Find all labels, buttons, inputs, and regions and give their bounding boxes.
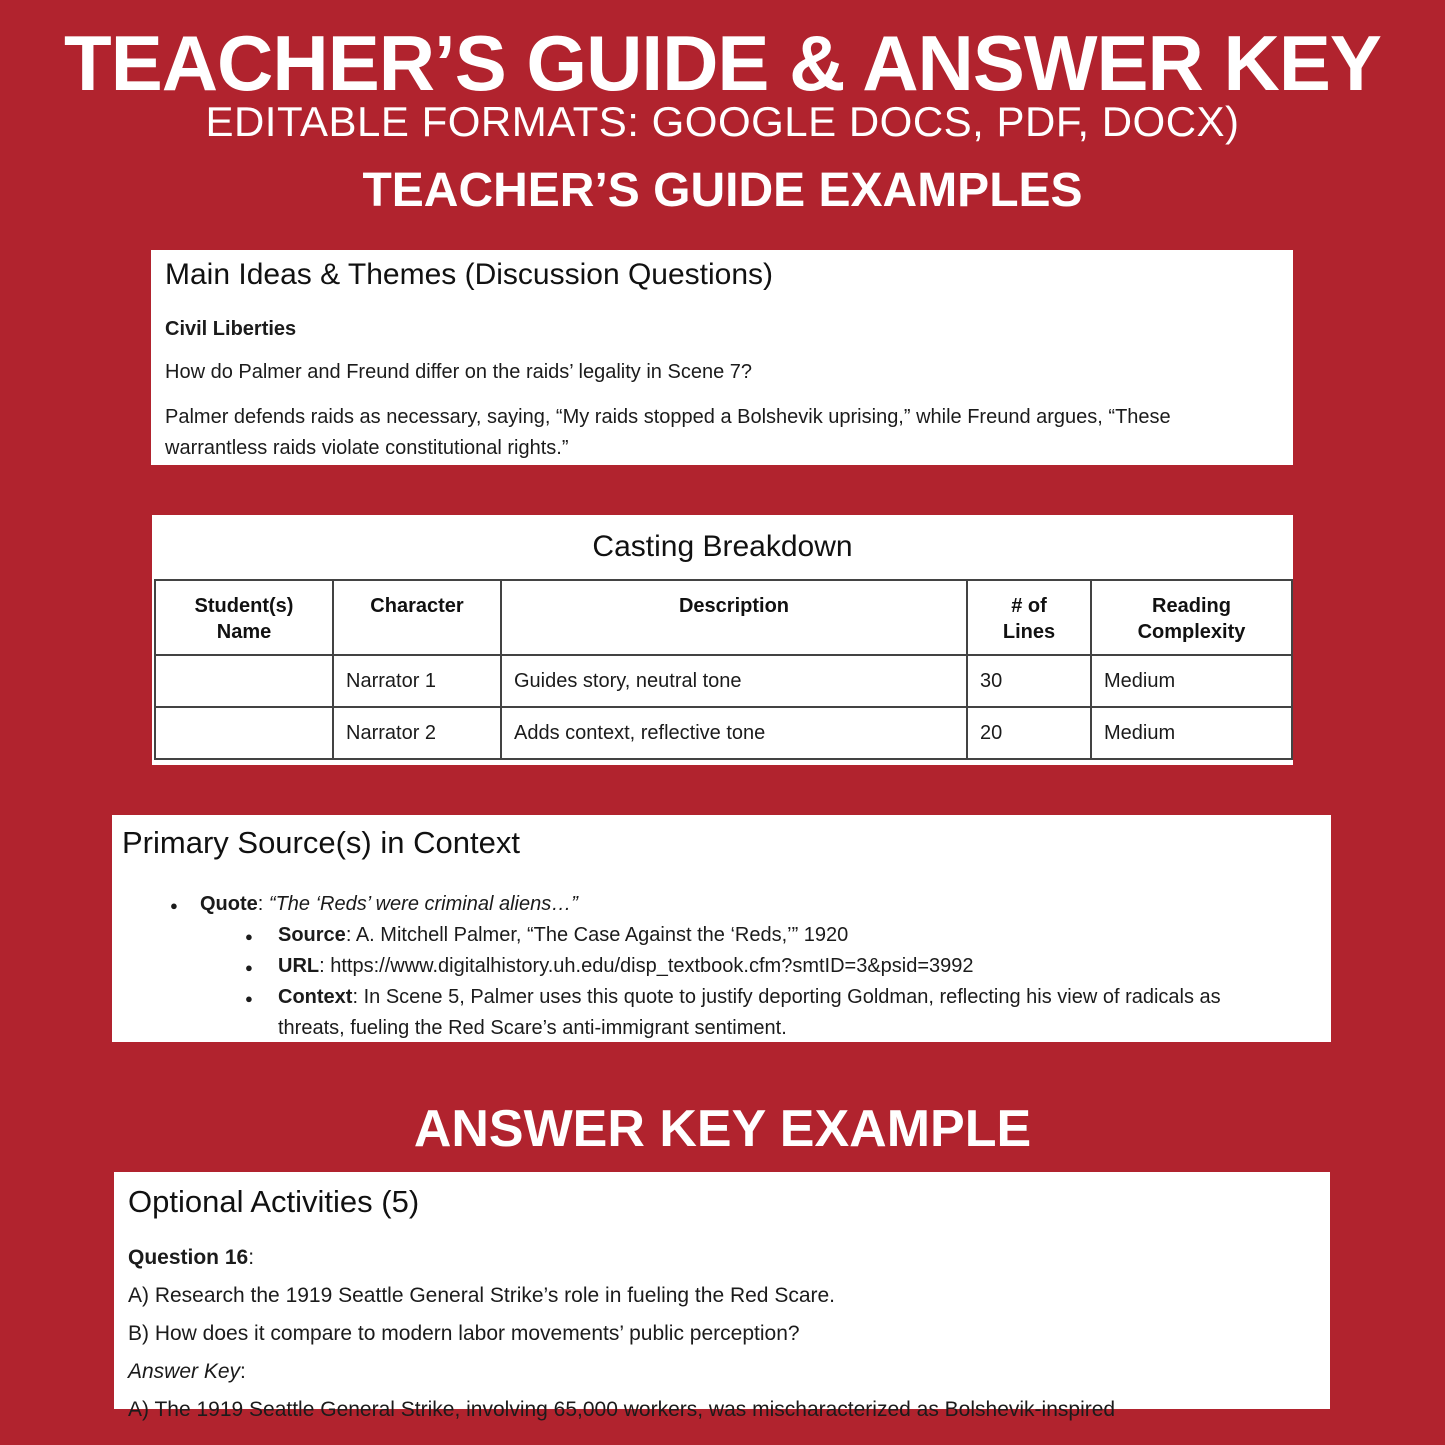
answer-part-a-clipped: A) The 1919 Seattle General Strike, involving 65,000 workers, was mischaracterized as Bolshevik-inspired — [128, 1398, 1116, 1421]
url-text: https://www.digitalhistory.uh.edu/disp_textbook.cfm?smtID=3&psid=3992 — [330, 955, 974, 977]
topic-label: Civil Liberties — [165, 318, 297, 340]
guide-examples-heading: TEACHER’S GUIDE EXAMPLES — [362, 164, 1083, 217]
column-header-complexity: Reading Complexity — [1091, 580, 1292, 655]
page-title: TEACHER’S GUIDE & ANSWER KEY — [64, 19, 1381, 107]
discussion-answer: Palmer defends raids as necessary, saying, “My raids stopped a Bolshevik uprising,” while Freund argues, “These warrantless raids violate constitutional rights.” — [165, 406, 1171, 459]
source-text: A. Mitchell Palmer, “The Case Against the ‘Reds,’” 1920 — [355, 924, 849, 946]
cell-character: Narrator 2 — [333, 707, 501, 759]
colon: : — [257, 893, 264, 915]
table-header-row — [155, 580, 1292, 655]
quote-label: Quote — [200, 893, 258, 915]
cell-lines: 20 — [967, 707, 1091, 759]
column-header-student: Student(s) Name — [155, 580, 333, 655]
answer-key-heading: ANSWER KEY EXAMPLE — [413, 1100, 1032, 1158]
colon: : — [352, 986, 359, 1008]
question-number: Question 16 — [128, 1246, 249, 1269]
question-part-a: A) Research the 1919 Seattle General Strike’s role in fueling the Red Scare. — [128, 1284, 836, 1307]
optional-activities-heading: Optional Activities (5) — [128, 1184, 420, 1219]
colon: : — [248, 1246, 255, 1269]
list-item-context — [112, 982, 1331, 1044]
cell-student — [155, 707, 333, 759]
column-header-character: Character — [333, 580, 501, 655]
source-list — [112, 889, 1331, 1044]
colon: : — [240, 1360, 246, 1383]
casting-table-title: Casting Breakdown — [592, 530, 853, 563]
cell-description: Guides story, neutral tone — [501, 655, 967, 707]
colon: : — [319, 955, 325, 977]
context-label: Context — [278, 986, 353, 1008]
main-ideas-heading: Main Ideas & Themes (Discussion Questions) — [165, 258, 774, 291]
list-item-quote — [112, 889, 1331, 920]
casting-table — [154, 579, 1293, 760]
source-label: Source — [278, 924, 346, 946]
question-part-b: B) How does it compare to modern labor movements’ public perception? — [128, 1322, 800, 1345]
discussion-question: How do Palmer and Freund differ on the raids’ legality in Scene 7? — [165, 361, 753, 383]
answer-key-text: Answer Key — [128, 1360, 241, 1383]
main-ideas-panel — [151, 250, 1293, 465]
cell-student — [155, 655, 333, 707]
context-text: In Scene 5, Palmer uses this quote to justify deporting Goldman, reflecting his view of radicals as threats, fueling the Red Scare’s anti-immigrant sentiment. — [278, 986, 1221, 1039]
cell-lines: 30 — [967, 655, 1091, 707]
cell-complexity: Medium — [1091, 707, 1292, 759]
cell-complexity: Medium — [1091, 655, 1292, 707]
table-row — [155, 707, 1292, 759]
question-label — [128, 1246, 1330, 1270]
column-header-description: Description — [501, 580, 967, 655]
url-label: URL — [278, 955, 320, 977]
answer-key-panel — [114, 1172, 1330, 1421]
cell-character: Narrator 1 — [333, 655, 501, 707]
list-item-source — [112, 920, 1331, 951]
list-item-url — [112, 951, 1331, 982]
cell-description: Adds context, reflective tone — [501, 707, 967, 759]
answer-key-label — [128, 1360, 1330, 1384]
primary-source-panel — [112, 815, 1331, 1042]
colon: : — [345, 924, 352, 946]
casting-breakdown-panel — [152, 515, 1293, 765]
table-row — [155, 655, 1292, 707]
quote-text: “The ‘Reds’ were criminal aliens…” — [268, 893, 578, 915]
primary-source-heading: Primary Source(s) in Context — [122, 825, 520, 860]
column-header-lines: # of Lines — [967, 580, 1091, 655]
formats-subtitle: EDITABLE FORMATS: GOOGLE DOCS, PDF, DOCX) — [205, 98, 1240, 145]
